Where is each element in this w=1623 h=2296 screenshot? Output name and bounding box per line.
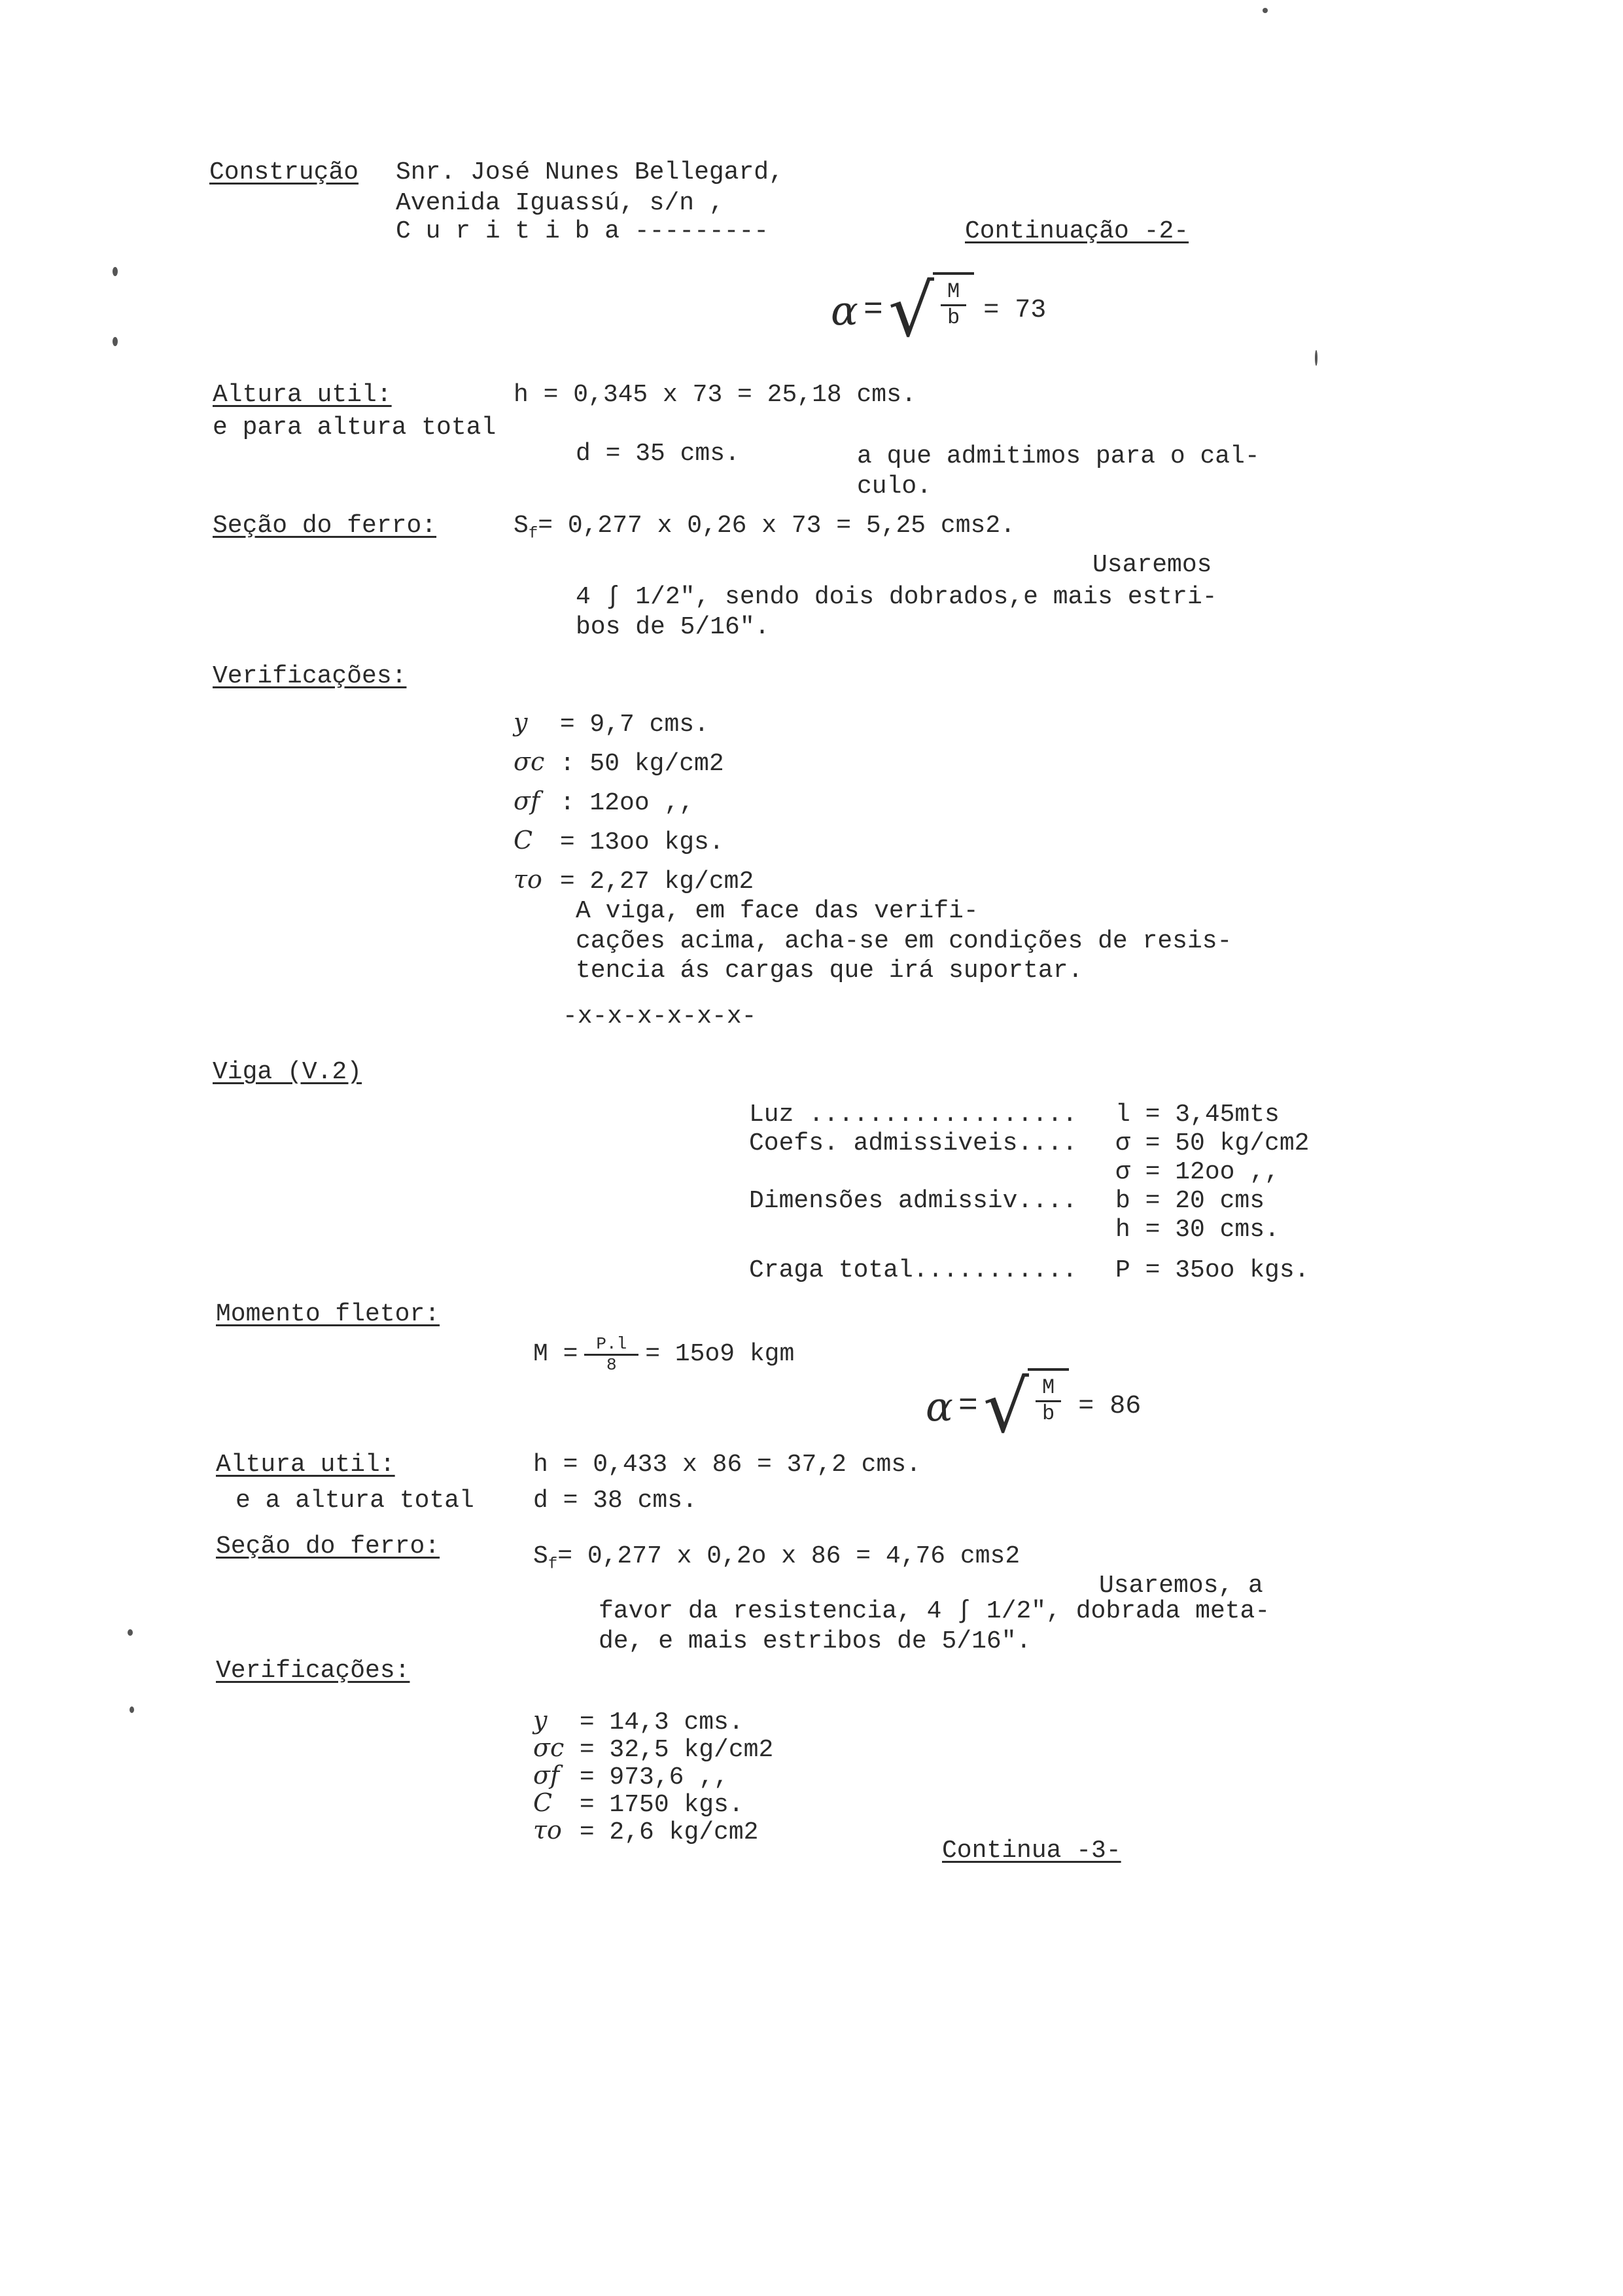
param-row — [749, 1258, 1309, 1287]
check-row — [514, 828, 754, 867]
fraction-denominator: b — [1041, 1401, 1055, 1426]
check-row — [533, 1818, 773, 1845]
m-over-b-fraction — [941, 280, 966, 330]
altura-total-label: e para altura total — [213, 414, 497, 442]
ferro-text: 4 ∫ 1/2", sendo dois dobrados,e mais estri- bos de 5/16". — [576, 583, 1217, 641]
alpha-eq: = — [958, 1388, 978, 1425]
sqrt-content — [933, 272, 974, 330]
alpha-symbol: α — [831, 287, 858, 334]
verificacoes-label-v2: Verificações: — [216, 1657, 410, 1685]
check-value: : 50 kg/cm2 — [559, 750, 724, 778]
viga-v2-title: Viga (V.2) — [213, 1058, 362, 1086]
scan-speck — [130, 1706, 134, 1713]
check-value: = 2,27 kg/cm2 — [559, 868, 754, 896]
fraction-numerator: M — [941, 280, 966, 306]
checks-list-v1 — [514, 710, 754, 906]
m-over-b-fraction — [1036, 1376, 1061, 1426]
param-row — [749, 1189, 1309, 1218]
verificacoes-label: Verificações: — [213, 662, 407, 690]
fraction-numerator: M — [1036, 1376, 1061, 1402]
param-label: Luz .................. — [749, 1101, 1077, 1129]
momento-result: = 15o9 kgm — [645, 1340, 795, 1369]
sf-symbol: S — [514, 512, 529, 540]
param-value: b = 20 cms — [1115, 1187, 1265, 1215]
altura-util-label: Altura util: — [213, 381, 392, 409]
param-value: h = 30 cms. — [1115, 1216, 1280, 1244]
check-symbol: σc — [514, 747, 545, 776]
continuation-label: Continuação -2- — [965, 217, 1189, 245]
construcao-label: Construção — [209, 158, 359, 186]
sf-expression: = 0,277 x 0,2o x 86 = 4,76 cms2 — [557, 1542, 1021, 1570]
scan-speck — [113, 267, 118, 276]
param-value: σ = 50 kg/cm2 — [1115, 1129, 1310, 1157]
momento-fletor-label: Momento fletor: — [216, 1300, 440, 1328]
check-row — [533, 1790, 773, 1818]
check-value: = 13oo kgs. — [559, 828, 724, 857]
sqrt-radical — [888, 269, 974, 353]
sf-expression: = 0,277 x 0,26 x 73 = 5,25 cms2. — [538, 512, 1015, 540]
check-value: = 973,6 ,, — [579, 1763, 729, 1792]
sf-subscript: f — [548, 1555, 558, 1574]
check-row — [514, 749, 754, 788]
altura-util-value-v2: h = 0,433 x 86 = 37,2 cms. — [533, 1451, 921, 1479]
secao-ferro-label-v2: Seção do ferro: — [216, 1532, 440, 1561]
alpha-result: = 86 — [1078, 1392, 1142, 1421]
momento-m: M = — [533, 1340, 578, 1369]
check-value: = 9,7 cms. — [559, 711, 709, 739]
check-symbol: y — [514, 708, 528, 737]
client-address: Avenida Iguassú, s/n , — [396, 189, 724, 217]
altura-total-note: a que admitimos para o cal- culo. — [857, 442, 1260, 501]
secao-ferro-value-v2 — [533, 1544, 1020, 1573]
conclusion-text: A viga, em face das verifi- cações acima, acha-se em condições de resis- tencia ás cargas que irá suportar. — [576, 897, 1232, 985]
client-name: Snr. José Nunes Bellegard, — [396, 158, 784, 186]
pl-over-8-fraction — [584, 1335, 638, 1374]
altura-total-value: d = 35 cms. — [576, 440, 740, 468]
section-separator: -x-x-x-x-x-x- — [563, 1002, 757, 1031]
check-symbol: σc — [533, 1733, 565, 1762]
scan-speck — [1315, 350, 1318, 366]
alpha-eq: = — [863, 292, 883, 329]
alpha-symbol: α — [926, 1383, 953, 1430]
check-symbol: τo — [533, 1816, 562, 1845]
check-row — [533, 1735, 773, 1763]
param-label: Coefs. admissiveis.... — [749, 1129, 1077, 1157]
usaremos-label-v2: Usaremos, a — [1099, 1572, 1263, 1600]
param-row — [749, 1218, 1309, 1258]
sqrt-content — [1028, 1368, 1069, 1426]
altura-total-value-v2: d = 38 cms. — [533, 1487, 697, 1515]
fraction-numerator: P.l — [584, 1335, 638, 1356]
ferro-text-v2: favor da resistencia, 4 ∫ 1/2", dobrada meta- de, e mais estribos de 5/16". — [599, 1597, 1270, 1655]
param-row — [749, 1160, 1309, 1189]
momento-formula — [533, 1335, 794, 1374]
param-row — [749, 1103, 1309, 1131]
fraction-denominator: b — [947, 305, 960, 330]
check-symbol: σf — [533, 1761, 560, 1790]
param-label — [749, 1160, 1115, 1189]
check-value: = 32,5 kg/cm2 — [579, 1736, 774, 1764]
secao-ferro-label: Seção do ferro: — [213, 512, 437, 540]
sf-subscript: f — [528, 525, 538, 543]
check-value: = 1750 kgs. — [579, 1791, 744, 1819]
scan-speck — [1263, 8, 1268, 13]
param-label: Dimensões admissiv.... — [749, 1187, 1077, 1215]
check-symbol: σf — [514, 786, 540, 815]
check-row — [533, 1708, 773, 1735]
param-value: P = 35oo kgs. — [1115, 1256, 1310, 1284]
check-symbol: τo — [514, 865, 542, 894]
altura-total-label-v2: e a altura total — [236, 1487, 474, 1515]
alpha-formula-v2 — [926, 1365, 1142, 1449]
check-symbol: C — [514, 826, 533, 855]
param-label — [749, 1218, 1115, 1258]
altura-util-value: h = 0,345 x 73 = 25,18 cms. — [514, 381, 916, 409]
check-value: = 14,3 cms. — [579, 1708, 744, 1737]
sqrt-icon: √ — [983, 1365, 1029, 1449]
sqrt-radical — [983, 1365, 1069, 1449]
check-value: : 12oo ,, — [559, 789, 695, 817]
param-value: l = 3,45mts — [1115, 1101, 1280, 1129]
client-city: C u r i t i b a --------- — [396, 217, 769, 245]
check-row — [514, 788, 754, 828]
alpha-formula-v1 — [831, 269, 1047, 353]
altura-util-label-v2: Altura util: — [216, 1451, 395, 1479]
check-value: = 2,6 kg/cm2 — [579, 1818, 759, 1846]
check-symbol: C — [533, 1788, 553, 1817]
check-symbol: y — [533, 1706, 548, 1735]
scan-speck — [113, 337, 118, 346]
param-row — [749, 1131, 1309, 1160]
continua-label: Continua -3- — [942, 1837, 1121, 1865]
scan-speck — [128, 1629, 133, 1636]
check-row — [533, 1763, 773, 1790]
param-value: σ = 12oo ,, — [1115, 1158, 1280, 1186]
secao-ferro-value — [514, 514, 1015, 542]
sqrt-icon: √ — [888, 269, 934, 353]
alpha-result: = 73 — [983, 296, 1047, 325]
param-label: Craga total........... — [749, 1256, 1077, 1284]
params-list-v2 — [749, 1103, 1309, 1287]
checks-list-v2 — [533, 1708, 773, 1845]
sf-symbol: S — [533, 1542, 548, 1570]
check-row — [514, 710, 754, 749]
usaremos-label: Usaremos — [1092, 551, 1212, 579]
fraction-denominator: 8 — [606, 1354, 617, 1375]
